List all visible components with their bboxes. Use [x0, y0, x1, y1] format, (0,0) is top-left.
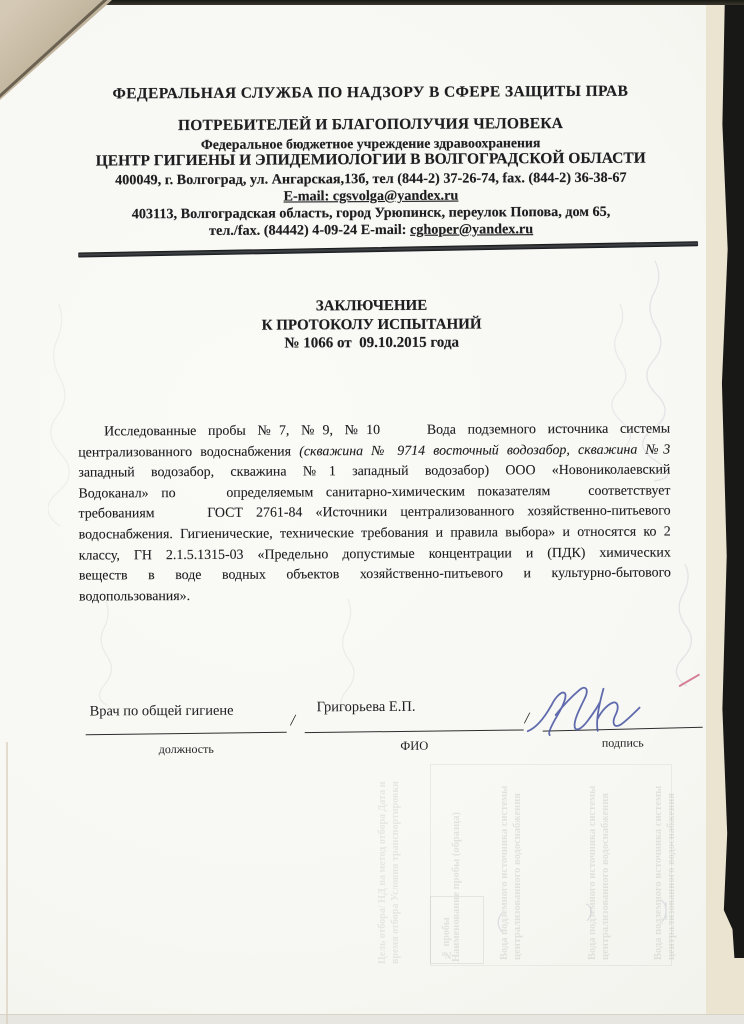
label-signature: подпись — [601, 735, 644, 750]
handwritten-signature — [521, 681, 655, 744]
volgograd-email-line: E-mail: cgsvolga@yandex.ru — [283, 187, 459, 205]
uryupinsk-address-line: 403113, Волгоградская область, город Урюпинск, переулок Попова, дом 65, — [131, 203, 611, 223]
label-position: должность — [158, 741, 214, 757]
uryupinsk-email: cghoper@yandex.ru — [409, 220, 534, 238]
signatory-name-value: Григорьева Е.П. — [316, 698, 416, 716]
uryupinsk-phone-line — [47, 220, 695, 240]
body-line-4: Водоканал» по определяемым санитарно-химическим показателям соответствует — [78, 483, 671, 502]
signature-line-position — [86, 732, 287, 735]
title-block — [0, 295, 744, 355]
body-line-1: Исследованные пробы №7, №9, №10 Вода подземного источника системы — [104, 421, 671, 440]
pink-pen-mark — [678, 673, 700, 687]
body-line-9: водопользования». — [78, 588, 191, 605]
bleedthrough-row-1: Вода подземного источника системы централизованного водоснабжения — [499, 785, 523, 960]
bleedthrough-row-3: Вода подземного источника системы централизованного водоснабжения — [653, 785, 677, 960]
body-line-8: веществ в воде водных объектов хозяйственно-питьевого и культурно-бытового — [78, 565, 671, 584]
bleedthrough-sample-no-header: № пробы — [441, 917, 452, 960]
top-edge-strip — [0, 0, 744, 5]
body-line-6: водоснабжения. Гигиенические, технические требования и правила выбора» и относятся ко 2 — [78, 524, 671, 543]
findings-paragraph — [78, 419, 671, 607]
institution-type-line: Федеральное бюджетное учреждение здравоохранения — [200, 135, 541, 152]
page-left-edge-line — [6, 742, 8, 1024]
bottom-edge-strip — [0, 1014, 744, 1024]
body-line-2-normal: централизованного водоснабжения — [78, 443, 300, 461]
center-name-line: ЦЕНТР ГИГИЕНЫ И ЭПИДЕМИОЛОГИИ В ВОЛГОГРАДСКОЙ ОБЛАСТИ — [95, 149, 646, 170]
letterhead — [46, 82, 695, 239]
label-fio: ФИО — [400, 738, 429, 753]
protocol-number-date: № 1066 от 09.10.2015 года — [284, 334, 459, 352]
document-title: ЗАКЛЮЧЕНИЕ — [315, 297, 428, 315]
org-name-line-1: ФЕДЕРАЛЬНАЯ СЛУЖБА ПО НАДЗОРУ В СФЕРЕ ЗАЩИТЫ ПРАВ — [112, 82, 629, 103]
uryupinsk-phone-prefix: тел./fax. (84442) 4-09-24 E-mail: — [208, 221, 410, 239]
slash-separator-1: / — [290, 712, 296, 730]
volgograd-address-line: 400049, г. Волгоград, ул. Ангарская,13б, тел (844-2) 37-26-74, fax. (844-2) 36-38-67 — [115, 169, 627, 189]
org-name-line-2: ПОТРЕБИТЕЛЕЙ И БЛАГОПОЛУЧИЯ ЧЕЛОВЕКА — [177, 114, 564, 135]
bleedthrough-table-header: Наименование пробы (образца) — [451, 812, 462, 962]
slash-separator-2: / — [524, 710, 530, 728]
bleedthrough-row-2: Вода подземного источника системы централизованного водоснабжения — [587, 785, 611, 960]
header-divider-rule — [78, 241, 698, 257]
body-line-5: требованиям ГОСТ 2761-84 «Источники централизованного хозяйственно-питьевого — [78, 503, 671, 522]
signature-line-name — [305, 729, 524, 733]
body-line-3: западный водозабор, скважина №1 западный водозабор) ООО «Новониколаевский — [78, 462, 671, 481]
well-sample-clause-italic: (скважина № 9714 восточный водозабор, скважина №3 — [299, 442, 671, 459]
protocol-subtitle: К ПРОТОКОЛУ ИСПЫТАНИЙ — [261, 316, 482, 334]
bleedthrough-left-column: Цель отбора/ НД на метод отбора Дата и время отбора Условия транспортировки — [377, 781, 401, 964]
signatory-position-value: Врач по общей гигиене — [89, 702, 234, 720]
body-line-7: классу, ГН 2.1.5.1315-03 «Предельно допустимые концентрации и (ПДК) химических — [78, 545, 671, 564]
